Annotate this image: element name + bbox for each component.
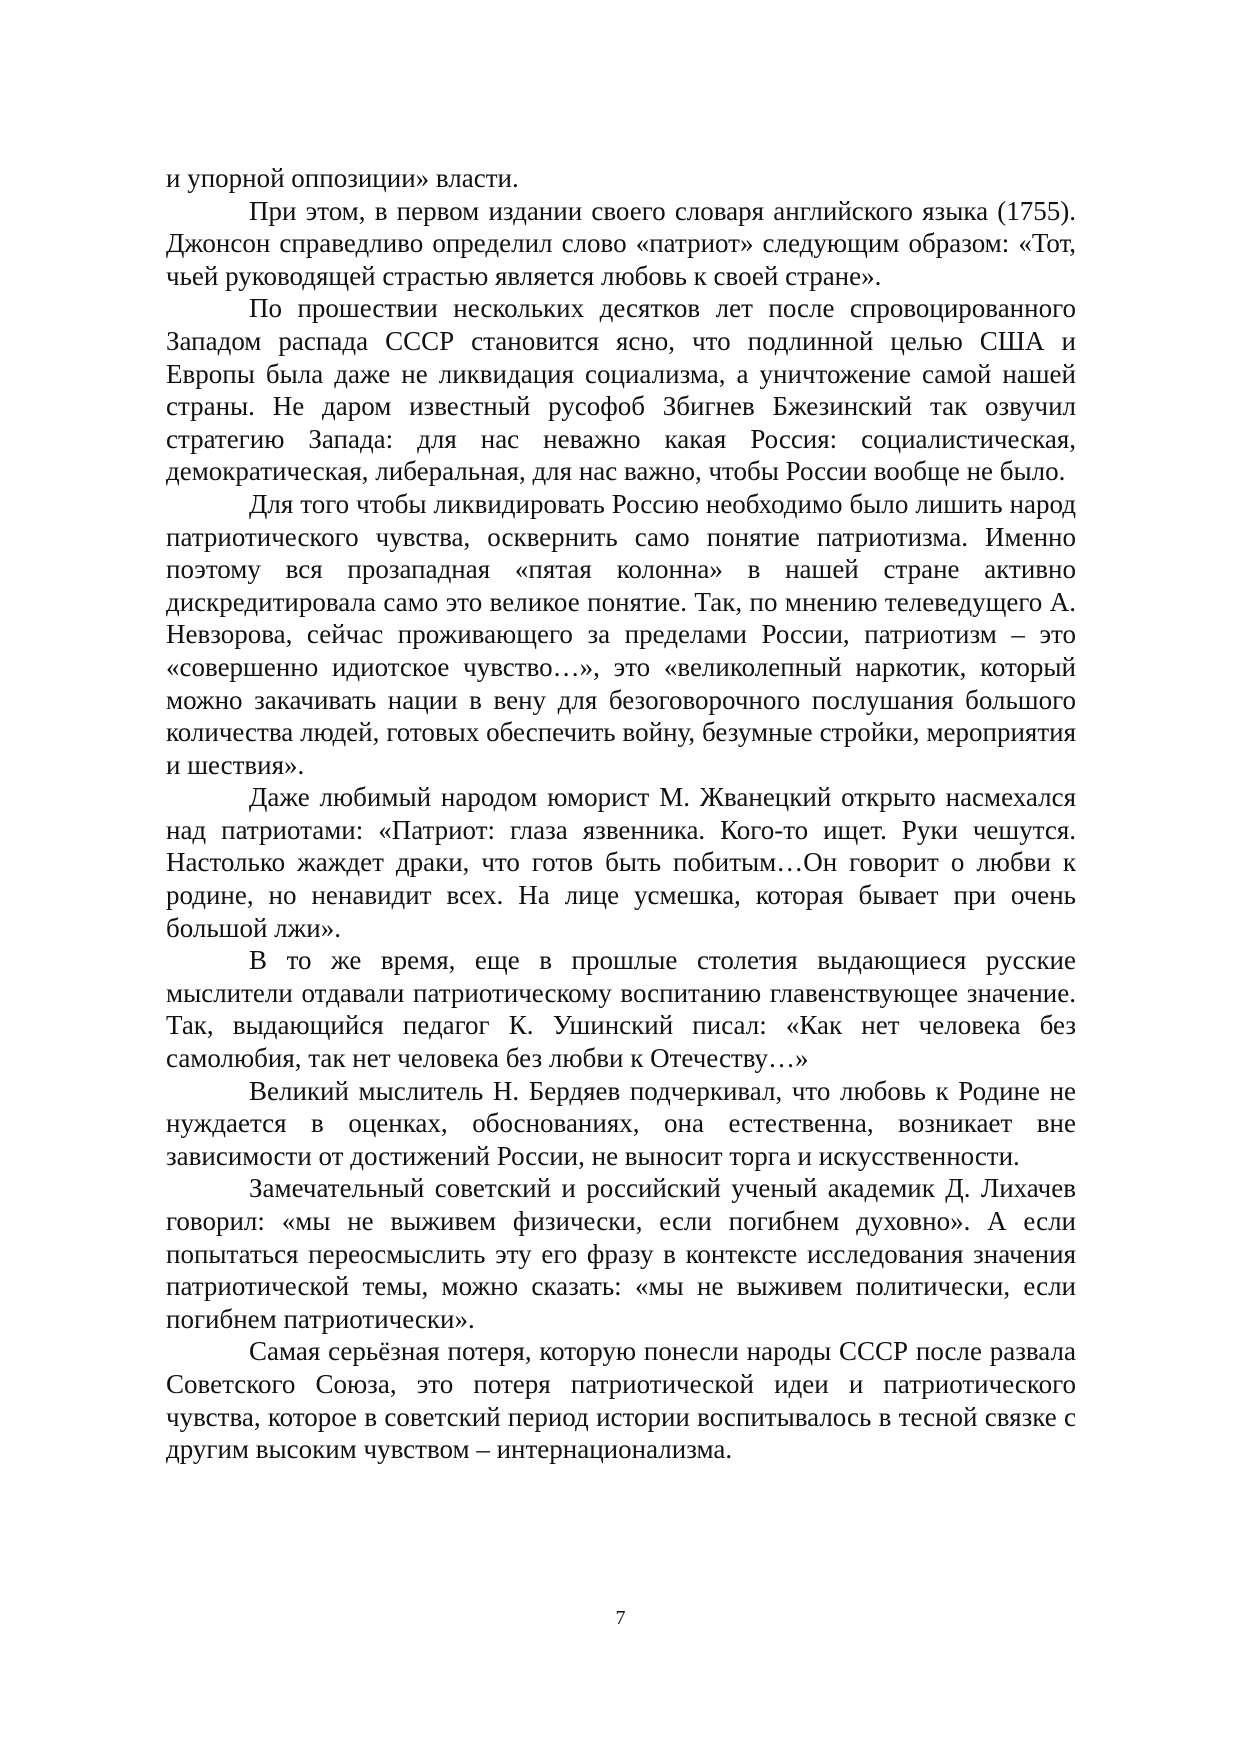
paragraph-berdyaev: Великий мыслитель Н. Бердяев подчеркивал, что любовь к Родине не нуждается в оценках, обоснованиях, она естественна, возникает вне зависимости от достижений России, не выносит торга и искусственности. xyxy=(166,1075,1076,1171)
paragraph-johnson-definition: При этом, в первом издании своего словаря английского языка (1755). Джонсон справедливо определил слово «патриот» следующим образом: «Тот, чьей руководящей страстью является любовь к своей стране». xyxy=(166,195,1076,291)
paragraph-ussr-collapse: По прошествии нескольких десятков лет после спровоцированного Западом распада СССР становится ясно, что подлинной целью США и Европы была даже не ликвидация социализма, а уничтожение самой нашей страны. Не даром известный русофоб Збигнев Бжезинский так озвучил стратегию Запада: для нас неважно какая Россия: социалистическая, демократическая, либеральная, для нас важно, чтобы России вообще не было. xyxy=(166,293,1076,487)
body-text xyxy=(166,162,1076,1466)
paragraph-zhvanetsky-quote: Даже любимый народом юморист М. Жванецкий открыто насмехался над патриотами: «Патриот: глаза язвенника. Кого-то ищет. Руки чешутся. Настолько жаждет драки, что готов быть побитым…Он говорит о любви к родине, но ненавидит всех. На лице усмешка, которая бывает при очень большой лжи». xyxy=(166,782,1076,943)
paragraph-ushinsky-quote: В то же время, еще в прошлые столетия выдающиеся русские мыслители отдавали патриотическому воспитанию главенствующее значение. Так, выдающийся педагог К. Ушинский писал: «Как нет человека без самолюбия, так нет человека без любви к Отечеству…» xyxy=(166,945,1076,1074)
page-number: 7 xyxy=(615,1607,626,1629)
paragraph-likhachev: Замечательный советский и российский ученый академик Д. Лихачев говорил: «мы не выживем физически, если погибнем духовно». А если попытаться переосмыслить эту его фразу в контексте исследования значения патриотической темы, можно сказать: «мы не выживем политически, если погибнем патриотически». xyxy=(166,1173,1076,1334)
paragraph-nevzorov-quote: Для того чтобы ликвидировать Россию необходимо было лишить народ патриотического чувства, осквернить само понятие патриотизма. Именно поэтому вся прозападная «пятая колонна» в нашей стране активно дискредитировала само это великое понятие. Так, по мнению телеведущего А. Невзорова, сейчас проживающего за пределами России, патриотизм – это «совершенно идиотское чувство…», это «великолепный наркотик, который можно закачивать нации в вену для безоговорочного послушания большого количества людей, готовых обеспечить войну, безумные стройки, мероприятия и шествия». xyxy=(166,488,1076,780)
paragraph-patriotic-loss: Самая серьёзная потеря, которую понесли народы СССР после развала Советского Союза, это потеря патриотической идеи и патриотического чувства, которое в советский период истории воспитывалось в тесной связке с другим высоким чувством – интернационализма. xyxy=(166,1336,1076,1465)
paragraph-continuation: и упорной оппозиции» власти. xyxy=(166,163,519,193)
